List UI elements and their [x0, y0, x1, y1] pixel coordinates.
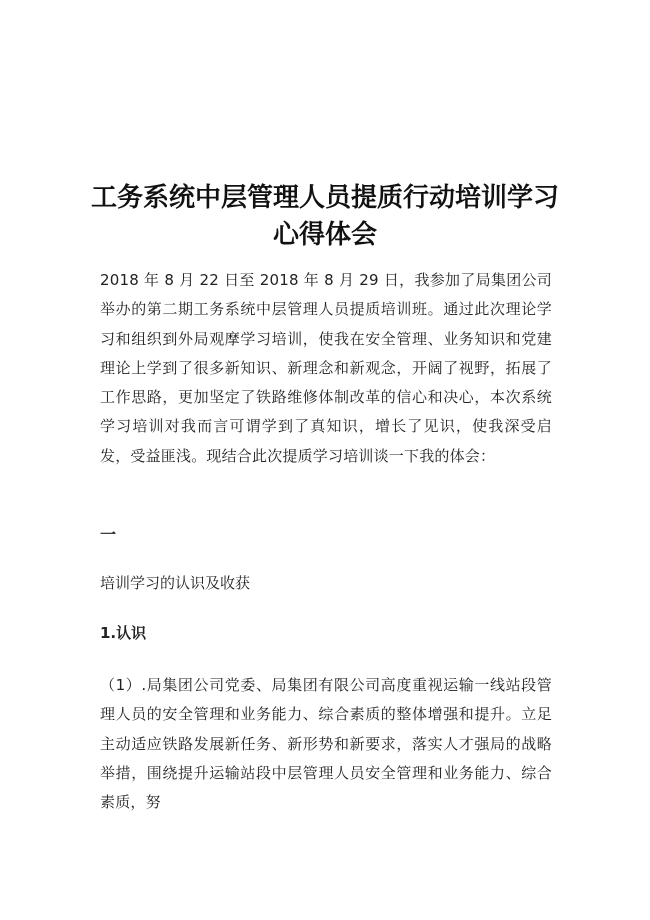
intro-paragraph: 2018 年 8 月 22 日至 2018 年 8 月 29 日，我参加了局集团公司举办的第二期工务系统中层管理人员提质培训班。通过此次理论学习和组织到外局观摩学习培训，使我在安全管理、业务知识和党建理论上学到了很多新知识、新理念和新观念，开阔了视野，拓展了工作思路，更加坚定了铁路维修体制改革的信心和决心，本次系统学习培训对我而言可谓学到了真知识，增长了见识，使我深受启发，受益匪浅。现结合此次提质学习培训谈一下我的体会：: [100, 271, 552, 465]
subheading: 1.认识: [100, 624, 147, 642]
section-number: 一: [100, 525, 117, 544]
item-paragraph: （1）.局集团公司党委、局集团有限公司高度重视运输一线站段管理人员的安全管理和业务能力、综合素质的整体增强和提升。立足主动适应铁路发展新任务、新形势和新要求，落实人才强局的战略举措，围绕提升运输站段中层管理人员安全管理和业务能力、综合素质，努: [100, 676, 552, 812]
document-title-line-2: 心得体会: [272, 220, 377, 250]
section-title: 培训学习的认识及收获: [100, 574, 251, 592]
document-title-line-1: 工务系统中层管理人员提质行动培训学习: [90, 183, 559, 213]
